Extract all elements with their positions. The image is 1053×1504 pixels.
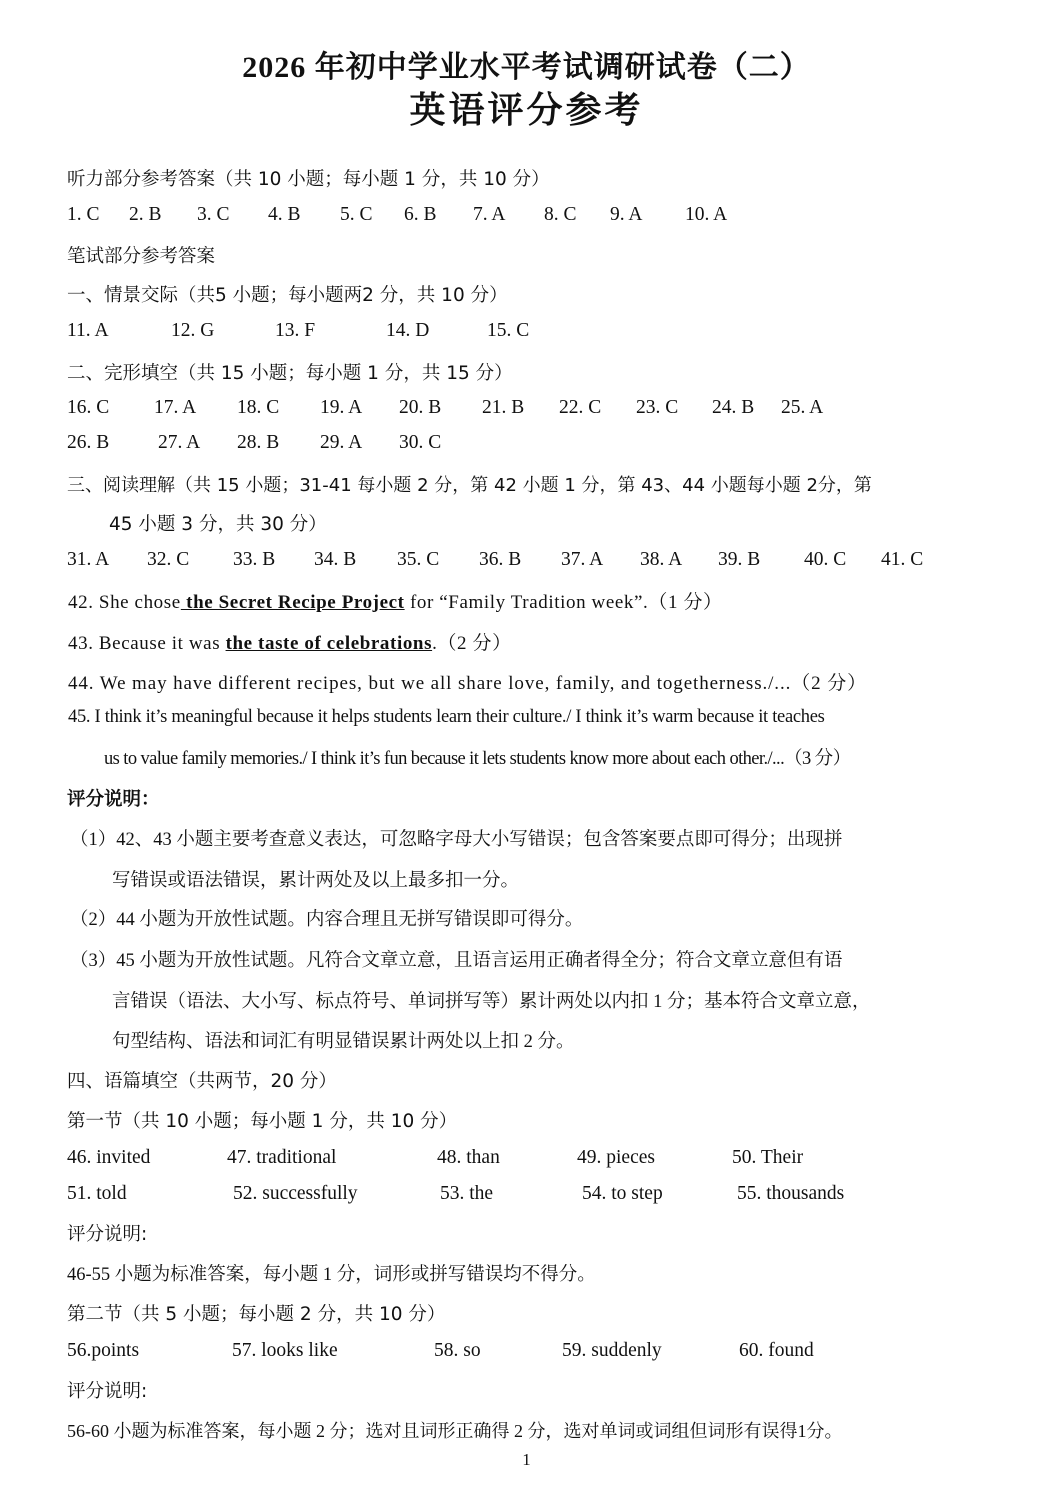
section1-heading: 一、情景交际（共5 小题；每小题两2 分，共 10 分）: [67, 285, 508, 306]
q45-answer-cont: us to value family memories./ I think it’s fun because it lets students know more about each other./...（3 分）: [104, 749, 851, 769]
section2-answers-row1: [67, 397, 823, 419]
part2-answers: [67, 1340, 814, 1362]
answer-item: 51. told: [67, 1183, 127, 1204]
answer-item: 37. A: [561, 549, 604, 570]
section4-heading: 四、语篇填空（共两节，20 分）: [67, 1071, 337, 1092]
q45-answer: 45. I think it’s meaningful because it helps students learn their culture./ I think it’s warm because it teaches: [68, 707, 825, 727]
answer-item: 8. C: [544, 204, 577, 225]
answer-item: 18. C: [237, 397, 280, 418]
answer-item: 14. D: [386, 320, 430, 341]
answer-item: 27. A: [158, 432, 201, 453]
part1-answers-row1: [67, 1147, 803, 1169]
listening-answers: [67, 204, 727, 226]
answer-item: 6. B: [404, 204, 437, 225]
answer-item: 33. B: [233, 549, 276, 570]
scoring-note: 句型结构、语法和词汇有明显错误累计两处以上扣 2 分。: [112, 1032, 575, 1052]
answer-item: 31. A: [67, 549, 110, 570]
answer-item: 29. A: [320, 432, 363, 453]
document-title: 英语评分参考: [409, 90, 644, 130]
answer-item: 60. found: [739, 1340, 814, 1361]
scoring-note: （1）42、43 小题主要考查意义表达，可忽略字母大小写错误；包含答案要点即可得分；出现拼: [70, 830, 843, 850]
answer-item: 36. B: [479, 549, 522, 570]
answer-item: 57. looks like: [232, 1340, 338, 1361]
answer-item: 7. A: [473, 204, 506, 225]
answer-item: 1. C: [67, 204, 100, 225]
section2-answers-row2: [67, 432, 441, 454]
answer-item: 22. C: [559, 397, 602, 418]
answer-item: 3. C: [197, 204, 230, 225]
answer-item: 52. successfully: [233, 1183, 358, 1204]
q42-answer: 42. She chose the Secret Recipe Project for “Family Tradition week”.（1 分）: [68, 592, 723, 613]
answer-item: 23. C: [636, 397, 679, 418]
answer-item: 17. A: [154, 397, 197, 418]
scoring-note: （3）45 小题为开放性试题。凡符合文章立意，且语言运用正确者得全分；符合文章立意但有语: [70, 951, 843, 971]
page-number: 1: [522, 1450, 531, 1469]
scoring-heading: 评分说明：: [67, 789, 160, 810]
answer-item: 54. to step: [582, 1183, 663, 1204]
part2-scoring-note: 56-60 小题为标准答案，每小题 2 分；选对且词形正确得 2 分，选对单词或词组但词形有误得1分。: [67, 1421, 843, 1441]
answer-item: 55. thousands: [737, 1183, 845, 1204]
answer-item: 49. pieces: [577, 1147, 655, 1168]
answer-item: 15. C: [487, 320, 530, 341]
section3-heading: 三、阅读理解（共 15 小题；31-41 每小题 2 分，第 42 小题 1 分，第 43、44 小题每小题 2分，第: [67, 475, 872, 496]
answer-item: 47. traditional: [227, 1147, 337, 1168]
part1-scoring-heading: 评分说明:: [67, 1224, 148, 1245]
answer-item: 20. B: [399, 397, 442, 418]
answer-item: 32. C: [147, 549, 190, 570]
part1-heading: 第一节（共 10 小题；每小题 1 分，共 10 分）: [67, 1111, 458, 1132]
scoring-note: 写错误或语法错误，累计两处及以上最多扣一分。: [112, 871, 520, 891]
answer-item: 41. C: [881, 549, 924, 570]
section2-heading: 二、完形填空（共 15 小题；每小题 1 分，共 15 分）: [67, 363, 513, 384]
answer-item: 21. B: [482, 397, 525, 418]
part1-scoring-note: 46-55 小题为标准答案，每小题 1 分，词形或拼写错误均不得分。: [67, 1265, 596, 1285]
answer-item: 59. suddenly: [562, 1340, 662, 1361]
answer-item: 40. C: [804, 549, 847, 570]
answer-item: 9. A: [610, 204, 643, 225]
answer-item: 35. C: [397, 549, 440, 570]
part1-answers-row2: [67, 1183, 844, 1205]
section3-answers: [67, 549, 923, 571]
exam-title: 2026 年初中学业水平考试调研试卷（二）: [242, 51, 811, 84]
written-heading: 笔试部分参考答案: [67, 246, 216, 267]
answer-item: 39. B: [718, 549, 761, 570]
part2-heading: 第二节（共 5 小题；每小题 2 分，共 10 分）: [67, 1304, 446, 1325]
answer-item: 50. Their: [732, 1147, 804, 1168]
answer-item: 56.points: [67, 1340, 140, 1361]
answer-item: 26. B: [67, 432, 110, 453]
answer-item: 53. the: [440, 1183, 494, 1204]
answer-item: 25. A: [781, 397, 824, 418]
answer-item: 12. G: [171, 320, 215, 341]
answer-item: 13. F: [275, 320, 316, 341]
answer-item: 4. B: [268, 204, 301, 225]
answer-item: 2. B: [129, 204, 162, 225]
scoring-note: （2）44 小题为开放性试题。内容合理且无拼写错误即可得分。: [70, 910, 584, 930]
answer-item: 38. A: [640, 549, 683, 570]
answer-item: 19. A: [320, 397, 363, 418]
scoring-note: 言错误（语法、大小写、标点符号、单词拼写等）累计两处以内扣 1 分；基本符合文章立意，: [112, 992, 871, 1012]
answer-item: 30. C: [399, 432, 442, 453]
answer-item: 24. B: [712, 397, 755, 418]
q44-answer: 44. We may have different recipes, but we all share love, family, and togetherness./...（2 分）: [68, 673, 868, 694]
section3-heading-cont: 45 小题 3 分，共 30 分）: [109, 514, 327, 535]
answer-item: 46. invited: [67, 1147, 151, 1168]
answer-item: 28. B: [237, 432, 280, 453]
answer-item: 5. C: [340, 204, 373, 225]
part2-scoring-heading: 评分说明:: [67, 1381, 148, 1402]
q43-key-phrase: the taste of celebrations: [225, 633, 433, 654]
answer-item: 11. A: [67, 320, 109, 341]
answer-item: 58. so: [434, 1340, 481, 1361]
q42-key-phrase: the Secret Recipe Project: [180, 592, 405, 613]
section1-answers: [67, 320, 529, 342]
q43-answer: 43. Because it was the taste of celebrations.（2 分）: [68, 633, 512, 654]
listening-heading: 听力部分参考答案（共 10 小题；每小题 1 分，共 10 分）: [67, 169, 550, 190]
answer-item: 16. C: [67, 397, 110, 418]
answer-item: 34. B: [314, 549, 357, 570]
answer-item: 48. than: [437, 1147, 500, 1168]
answer-item: 10. A: [685, 204, 728, 225]
